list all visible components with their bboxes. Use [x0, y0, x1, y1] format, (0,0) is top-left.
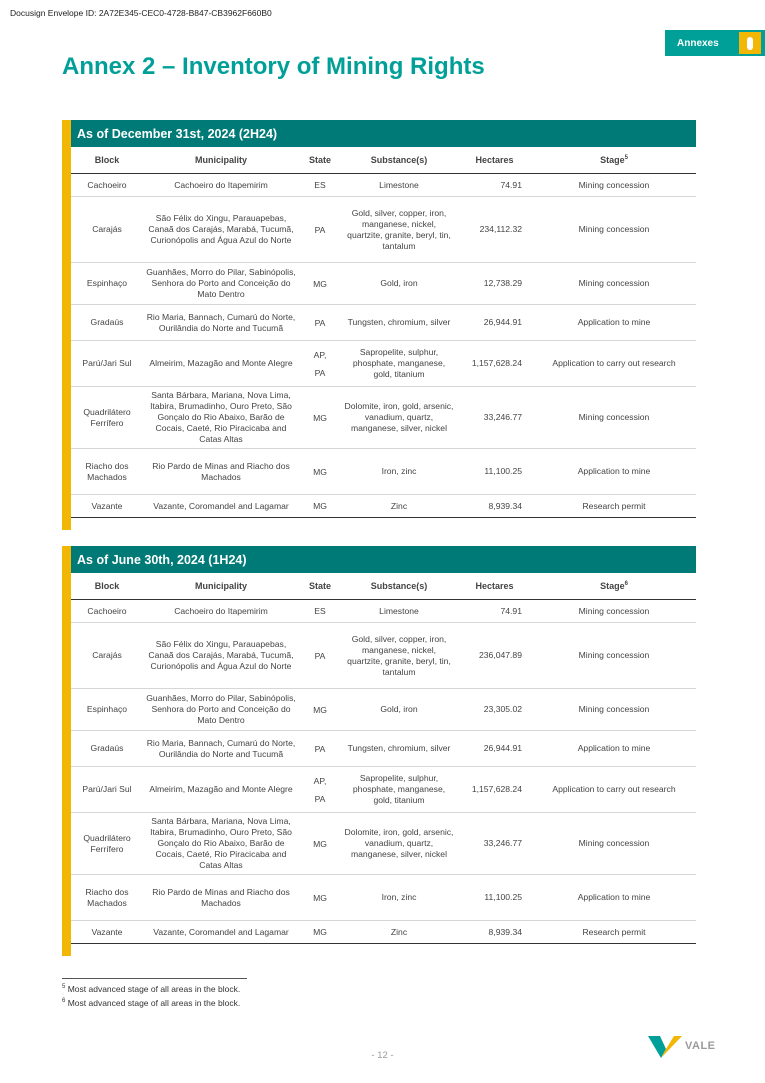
cell-municipality: Cachoeiro do Itapemirim — [143, 174, 299, 197]
cell-state: ES — [299, 600, 341, 623]
cell-block: Gradaús — [71, 305, 143, 341]
cell-substances: Iron, zinc — [341, 875, 457, 921]
cell-municipality: Vazante, Coromandel and Lagamar — [143, 495, 299, 518]
cell-block: Carajás — [71, 197, 143, 263]
cell-stage: Application to carry out research — [532, 341, 696, 387]
cell-municipality: Almeirim, Mazagão and Monte Alegre — [143, 767, 299, 813]
cell-block: Quadrilátero Ferrífero — [71, 387, 143, 449]
cell-state: MG — [299, 689, 341, 731]
cell-municipality: Guanhães, Morro do Pilar, Sabinópolis, Senhora do Porto and Conceição do Mato Dentro — [143, 263, 299, 305]
cell-substances: Zinc — [341, 495, 457, 518]
table-row — [71, 449, 696, 495]
col-state: State — [299, 147, 341, 174]
cell-substances: Gold, iron — [341, 689, 457, 731]
table-row — [71, 767, 696, 813]
footnote-text: Most advanced stage of all areas in the block. — [67, 998, 241, 1008]
cell-stage: Mining concession — [532, 197, 696, 263]
section-heading: As of December 31st, 2024 (2H24) — [71, 120, 696, 147]
col-hectares: Hectares — [457, 573, 532, 600]
cell-block: Riacho dos Machados — [71, 449, 143, 495]
col-substances: Substance(s) — [341, 573, 457, 600]
footnote-ref: 5 — [624, 155, 628, 161]
footnote — [62, 998, 240, 1008]
cell-stage: Application to mine — [532, 305, 696, 341]
cell-stage: Mining concession — [532, 623, 696, 689]
annexes-tab-label: Annexes — [677, 37, 719, 49]
col-state: State — [299, 573, 341, 600]
mining-rights-table — [71, 573, 696, 944]
vale-logo-text: VALE — [685, 1040, 716, 1052]
cell-stage: Mining concession — [532, 263, 696, 305]
cell-substances: Sapropelite, sulphur, phosphate, manganese, gold, titanium — [341, 341, 457, 387]
cell-state: PA — [299, 197, 341, 263]
section-accent-bar — [62, 546, 71, 956]
table-row — [71, 623, 696, 689]
cell-state: AP, PA — [299, 767, 341, 813]
cell-substances: Gold, iron — [341, 263, 457, 305]
cell-substances: Zinc — [341, 921, 457, 944]
cell-municipality: Rio Maria, Bannach, Cumarú do Norte, Ourilândia do Norte and Tucumã — [143, 305, 299, 341]
cell-municipality: Santa Bárbara, Mariana, Nova Lima, Itabira, Brumadinho, Ouro Preto, São Gonçalo do Rio Abaixo, Barão de Cocais, Caeté, Rio Piracicaba and Catas Altas — [143, 387, 299, 449]
cell-block: Vazante — [71, 495, 143, 518]
cell-municipality: São Félix do Xingu, Parauapebas, Canaã dos Carajás, Marabá, Tucumã, Curionópolis and Água Azul do Norte — [143, 197, 299, 263]
cell-municipality: Rio Pardo de Minas and Riacho dos Machados — [143, 449, 299, 495]
section-2h24 — [62, 120, 696, 530]
cell-hectares: 1,157,628.24 — [457, 341, 532, 387]
cell-block: Espinhaço — [71, 689, 143, 731]
cell-state: MG — [299, 263, 341, 305]
cell-state: PA — [299, 731, 341, 767]
cell-hectares: 12,738.29 — [457, 263, 532, 305]
cell-substances: Gold, silver, copper, iron, manganese, nickel, quartzite, granite, beryl, tin, tantalum — [341, 623, 457, 689]
table-row — [71, 813, 696, 875]
cell-block: Quadrilátero Ferrífero — [71, 813, 143, 875]
cell-substances: Gold, silver, copper, iron, manganese, nickel, quartzite, granite, beryl, tin, tantalum — [341, 197, 457, 263]
vale-logo-icon — [648, 1034, 682, 1058]
footnote-number: 5 — [62, 984, 66, 991]
table-row — [71, 305, 696, 341]
section-heading: As of June 30th, 2024 (1H24) — [71, 546, 696, 573]
cell-stage: Application to mine — [532, 875, 696, 921]
cell-block: Parú/Jari Sul — [71, 341, 143, 387]
cell-state: MG — [299, 921, 341, 944]
cell-substances: Tungsten, chromium, silver — [341, 731, 457, 767]
cell-block: Parú/Jari Sul — [71, 767, 143, 813]
cell-state: MG — [299, 387, 341, 449]
footnote-ref: 6 — [624, 581, 628, 587]
cell-state: MG — [299, 813, 341, 875]
col-municipality: Municipality — [143, 573, 299, 600]
cell-municipality: Cachoeiro do Itapemirim — [143, 600, 299, 623]
cell-state: MG — [299, 449, 341, 495]
envelope-id: Docusign Envelope ID: 2A72E345-CEC0-4728-B847-CB3962F660B0 — [10, 8, 272, 18]
table-header-row — [71, 147, 696, 174]
table-row — [71, 875, 696, 921]
cell-hectares: 26,944.91 — [457, 305, 532, 341]
cell-substances: Iron, zinc — [341, 449, 457, 495]
cell-stage: Research permit — [532, 495, 696, 518]
cell-state: PA — [299, 623, 341, 689]
section-accent-bar — [62, 120, 71, 530]
cell-block: Cachoeiro — [71, 600, 143, 623]
cell-hectares: 11,100.25 — [457, 449, 532, 495]
col-block: Block — [71, 147, 143, 174]
cell-stage: Mining concession — [532, 174, 696, 197]
cell-hectares: 8,939.34 — [457, 921, 532, 944]
cell-hectares: 74.91 — [457, 174, 532, 197]
vale-logo — [648, 1034, 716, 1058]
table-row — [71, 174, 696, 197]
cell-state: MG — [299, 495, 341, 518]
cell-hectares: 23,305.02 — [457, 689, 532, 731]
cell-block: Cachoeiro — [71, 174, 143, 197]
table-header-row — [71, 573, 696, 600]
cell-stage: Application to carry out research — [532, 767, 696, 813]
cell-hectares: 74.91 — [457, 600, 532, 623]
table-row — [71, 495, 696, 518]
footnote-number: 6 — [62, 998, 66, 1005]
footnote — [62, 984, 240, 994]
cell-stage: Mining concession — [532, 387, 696, 449]
cell-municipality: Santa Bárbara, Mariana, Nova Lima, Itabira, Brumadinho, Ouro Preto, São Gonçalo do Rio Abaixo, Barão de Cocais, Caeté, Rio Piracicaba and Catas Altas — [143, 813, 299, 875]
table-row — [71, 341, 696, 387]
cell-municipality: Rio Maria, Bannach, Cumarú do Norte, Ourilândia do Norte and Tucumã — [143, 731, 299, 767]
cell-stage: Mining concession — [532, 600, 696, 623]
cell-stage: Research permit — [532, 921, 696, 944]
table-row — [71, 263, 696, 305]
table-row — [71, 689, 696, 731]
table-row — [71, 921, 696, 944]
cell-block: Riacho dos Machados — [71, 875, 143, 921]
col-stage: Stage$^5$ — [532, 147, 696, 174]
annexes-tab[interactable] — [665, 30, 765, 56]
cell-hectares: 234,112.32 — [457, 197, 532, 263]
cell-hectares: 33,246.77 — [457, 813, 532, 875]
cell-hectares: 236,047.89 — [457, 623, 532, 689]
cell-hectares: 33,246.77 — [457, 387, 532, 449]
col-hectares: Hectares — [457, 147, 532, 174]
cell-state: MG — [299, 875, 341, 921]
cell-block: Carajás — [71, 623, 143, 689]
cell-stage: Mining concession — [532, 813, 696, 875]
cell-hectares: 11,100.25 — [457, 875, 532, 921]
cell-substances: Limestone — [341, 174, 457, 197]
col-stage: Stage$^6$ — [532, 573, 696, 600]
cell-substances: Dolomite, iron, gold, arsenic, vanadium, quartz, manganese, silver, nickel — [341, 813, 457, 875]
footnote-text: Most advanced stage of all areas in the block. — [67, 984, 241, 994]
cell-state: PA — [299, 305, 341, 341]
cell-municipality: Rio Pardo de Minas and Riacho dos Machados — [143, 875, 299, 921]
cell-hectares: 8,939.34 — [457, 495, 532, 518]
table-row — [71, 197, 696, 263]
mining-rights-table — [71, 147, 696, 518]
cell-stage: Application to mine — [532, 731, 696, 767]
cell-block: Vazante — [71, 921, 143, 944]
cell-hectares: 1,157,628.24 — [457, 767, 532, 813]
cell-municipality: Guanhães, Morro do Pilar, Sabinópolis, Senhora do Porto and Conceição do Mato Dentro — [143, 689, 299, 731]
page-title: Annex 2 – Inventory of Mining Rights — [62, 53, 485, 80]
cell-state: AP, PA — [299, 341, 341, 387]
table-row — [71, 600, 696, 623]
col-block: Block — [71, 573, 143, 600]
cell-municipality: Almeirim, Mazagão and Monte Alegre — [143, 341, 299, 387]
cell-hectares: 26,944.91 — [457, 731, 532, 767]
cell-block: Espinhaço — [71, 263, 143, 305]
col-substances: Substance(s) — [341, 147, 457, 174]
cell-municipality: Vazante, Coromandel and Lagamar — [143, 921, 299, 944]
cell-substances: Sapropelite, sulphur, phosphate, manganese, gold, titanium — [341, 767, 457, 813]
cell-stage: Application to mine — [532, 449, 696, 495]
cell-stage: Mining concession — [532, 689, 696, 731]
pill-icon — [739, 32, 761, 54]
col-municipality: Municipality — [143, 147, 299, 174]
page-number: - 12 - — [371, 1050, 394, 1061]
cell-substances: Limestone — [341, 600, 457, 623]
cell-municipality: São Félix do Xingu, Parauapebas, Canaã dos Carajás, Marabá, Tucumã, Curionópolis and Água Azul do Norte — [143, 623, 299, 689]
table-row — [71, 387, 696, 449]
table-row — [71, 731, 696, 767]
cell-block: Gradaús — [71, 731, 143, 767]
section-1h24 — [62, 546, 696, 956]
cell-substances: Dolomite, iron, gold, arsenic, vanadium, quartz, manganese, silver, nickel — [341, 387, 457, 449]
cell-substances: Tungsten, chromium, silver — [341, 305, 457, 341]
footnote-divider — [62, 978, 247, 979]
cell-state: ES — [299, 174, 341, 197]
